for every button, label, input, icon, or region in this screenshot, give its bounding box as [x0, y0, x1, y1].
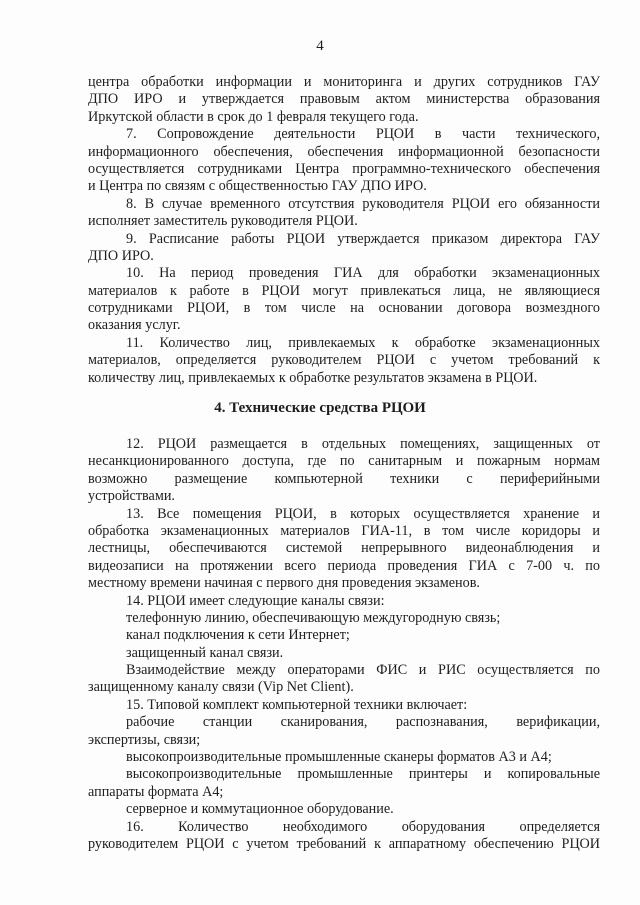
text-line: аппараты формата А4; [88, 783, 224, 800]
text-line: экспертизы, связи; [88, 731, 201, 748]
section-heading: 4. Технические средства РЦОИ [214, 400, 426, 416]
text-line: устройствами. [88, 488, 175, 505]
text-line: материалов к работе в РЦОИ могут привлекаться лица, не являющиеся [88, 282, 600, 299]
text-line: 16. Количество необходимого оборудования определяется [126, 818, 600, 835]
text-line: 14. РЦОИ имеет следующие каналы связи: [126, 592, 385, 609]
text-line: 13. Все помещения РЦОИ, в которых осуществляется хранение и [126, 505, 600, 522]
text-line: серверное и коммутационное оборудование. [126, 801, 394, 818]
text-line: осуществляется сотрудниками Центра программно-технического обеспечения [88, 160, 600, 177]
text-line: обработка экзаменационных материалов ГИА-11, в том числе коридоры и [88, 522, 600, 539]
text-line: центра обработки информации и мониторинга и других сотрудников ГАУ [88, 74, 600, 90]
text-block-staffing [88, 74, 600, 387]
page-number: 4 [316, 38, 324, 54]
text-line: и Центра по связям с общественностью ГАУ ДПО ИРО. [88, 178, 427, 195]
text-line: Взаимодействие между операторами ФИС и РИС осуществляется по [126, 662, 600, 679]
text-line: сотрудниками РЦОИ, в том числе на основании договора возмездного [88, 300, 600, 317]
text-line: несанкционированного доступа, где по санитарным и пожарным нормам [88, 453, 600, 470]
text-line: защищенный канал связи. [126, 644, 284, 661]
text-line: высокопроизводительные промышленные принтеры и копировальные [126, 766, 600, 783]
text-line: Иркутской области в срок до 1 февраля текущего года. [88, 108, 419, 125]
text-line: 12. РЦОИ размещается в отдельных помещениях, защищенных от [126, 436, 600, 452]
text-line: рабочие станции сканирования, распознавания, верификации, [126, 714, 600, 731]
text-line: лестницы, обеспечиваются системой непрерывного видеонаблюдения и [88, 540, 600, 557]
text-line: ДПО ИРО и утверждается правовым актом министерства образования [88, 91, 600, 108]
text-line: 8. В случае временного отсутствия руководителя РЦОИ его обязанности [126, 195, 600, 212]
text-line: материалов, определяется руководителем РЦОИ с учетом требований к [88, 352, 600, 369]
text-line: 7. Сопровождение деятельности РЦОИ в части технического, [126, 126, 600, 143]
text-line: ДПО ИРО. [88, 247, 154, 264]
text-line: видеозаписи на протяжении всего периода проведения ГИА с 7-00 ч. по [88, 557, 600, 574]
text-line: 15. Типовой комплект компьютерной техники включает: [126, 696, 468, 713]
text-line: телефонную линию, обеспечивающую междугородную связь; [126, 609, 501, 626]
text-line: канал подключения к сети Интернет; [126, 627, 350, 644]
text-line: 9. Расписание работы РЦОИ утверждается приказом директора ГАУ [126, 230, 600, 247]
text-line: руководителем РЦОИ с учетом требований к аппаратному обеспечению РЦОИ [88, 835, 600, 852]
text-line: информационного обеспечения, обеспечения информационной безопасности [88, 143, 600, 160]
text-line: 10. На период проведения ГИА для обработки экзаменационных [126, 265, 600, 282]
text-line: исполняет заместитель руководителя РЦОИ. [88, 213, 358, 230]
text-line: количеству лиц, привлекаемых к обработке результатов экзамена в РЦОИ. [88, 369, 538, 386]
text-line: высокопроизводительные промышленные сканеры форматов А3 и А4; [126, 749, 552, 766]
text-line: 11. Количество лиц, привлекаемых к обработке экзаменационных [126, 334, 600, 351]
text-line: защищенному каналу связи (Vip Net Client). [88, 679, 354, 696]
text-line: возможно размещение компьютерной техники с периферийными [88, 470, 600, 487]
text-line: оказания услуг. [88, 317, 181, 334]
text-line: местному времени начиная с первого дня проведения экзаменов. [88, 575, 480, 592]
text-block-technical [88, 436, 600, 853]
